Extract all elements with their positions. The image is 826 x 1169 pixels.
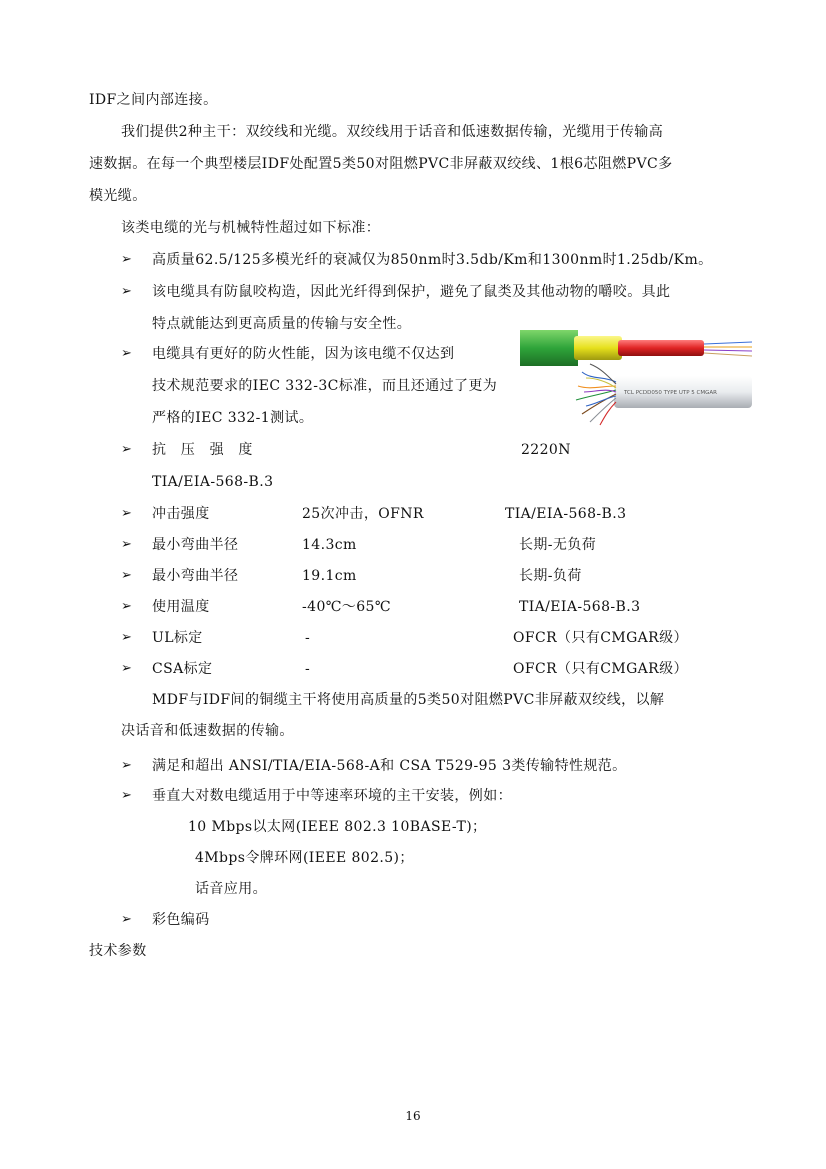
para-line: 模光缆。 [89,188,147,204]
cable-print-text: TCL PCDD050 TYPE UTP 5 CMGAR [624,390,717,396]
bullet-text: 该电缆具有防鼠咬构造，因此光纤得到保护，避免了鼠类及其他动物的嚼咬。具此 [152,284,671,300]
spec-standard: OFCR（只有CMGAR级） [513,630,688,646]
spec-value: 19.1cm [302,568,357,584]
spec-value: 14.3cm [302,537,357,553]
bullet-text: 彩色编码 [152,912,210,928]
cable-red-fiber [618,340,704,356]
spec-label: UL标定 [152,630,203,646]
para-line: MDF与IDF间的铜缆主干将使用高质量的5类50对阻燃PVC非屏蔽双绞线，以解 [152,692,665,708]
spec-standard: 长期-负荷 [519,568,582,584]
spec-label: 冲击强度 [152,506,210,522]
spec-value: 2220N [521,442,571,458]
bullet-text: 严格的IEC 332-1测试。 [152,410,314,426]
spec-label: 最小弯曲半径 [152,568,239,584]
bullet-arrow-icon: ➢ [121,788,132,803]
spec-label: 抗 压 强 度 [152,442,253,458]
spec-value: - [305,661,311,677]
spec-value: - [305,630,311,646]
spec-standard: TIA/EIA-568-B.3 [152,474,274,490]
fiber-strands [704,342,752,356]
cable-green-jacket [520,330,578,366]
para-line: 速数据。在每一个典型楼层IDF处配置5类50对阻燃PVC非屏蔽双绞线、1根6芯阻燃PVC多 [89,156,673,172]
bullet-text: 电缆具有更好的防火性能，因为该电缆不仅达到 [152,346,455,362]
bullet-arrow-icon: ➢ [121,346,132,361]
para-line: 我们提供2种主干：双绞线和光缆。双绞线用于话音和低速数据传输，光缆用于传输高 [121,124,664,140]
cable-image [520,326,752,426]
spec-standard: TIA/EIA-568-B.3 [519,599,641,615]
spec-standard: OFCR（只有CMGAR级） [513,661,688,677]
application-line: 4Mbps令牌环网(IEEE 802.5)； [195,850,414,866]
application-line: 10 Mbps以太网(IEEE 802.3 10BASE-T)； [188,819,487,835]
bullet-arrow-icon: ➢ [121,758,132,773]
bullet-text: 垂直大对数电缆适用于中等速率环境的主干安装，例如： [152,788,512,804]
spec-value: -40℃～65℃ [302,599,391,615]
para-line: 该类电缆的光与机械特性超过如下标准： [121,220,381,236]
twisted-pairs [576,364,616,425]
spec-label: CSA标定 [152,661,213,677]
spec-label: 最小弯曲半径 [152,537,239,553]
para-line: 决话音和低速数据的传输。 [121,723,294,739]
section-heading: 技术参数 [89,943,147,959]
bullet-arrow-icon: ➢ [121,630,132,645]
page-number: 16 [405,1109,421,1123]
bullet-arrow-icon: ➢ [121,568,132,583]
bullet-arrow-icon: ➢ [121,506,132,521]
bullet-text: 技术规范要求的IEC 332-3C标准，而且还通过了更为 [152,378,498,394]
application-line: 话音应用。 [195,881,267,897]
bullet-text: 满足和超出 ANSI/TIA/EIA-568-A和 CSA T529-95 3类传输特性规范。 [152,758,627,774]
spec-standard: 长期-无负荷 [519,537,597,553]
bullet-arrow-icon: ➢ [121,284,132,299]
bullet-arrow-icon: ➢ [121,661,132,676]
spec-standard: TIA/EIA-568-B.3 [505,506,627,522]
bullet-arrow-icon: ➢ [121,537,132,552]
cable-yellow-buffer [574,336,622,360]
bullet-arrow-icon: ➢ [121,442,132,457]
spec-label: 使用温度 [152,599,210,615]
bullet-arrow-icon: ➢ [121,599,132,614]
spec-value: 25次冲击，OFNR [302,506,424,522]
bullet-text: 特点就能达到更高质量的传输与安全性。 [152,316,412,332]
para-line: IDF之间内部连接。 [89,92,218,108]
bullet-arrow-icon: ➢ [121,912,132,927]
bullet-text: 高质量62.5/125多模光纤的衰减仅为850nm时3.5db/Km和1300nm时1.25db/Km。 [152,252,713,268]
bullet-arrow-icon: ➢ [121,252,132,267]
